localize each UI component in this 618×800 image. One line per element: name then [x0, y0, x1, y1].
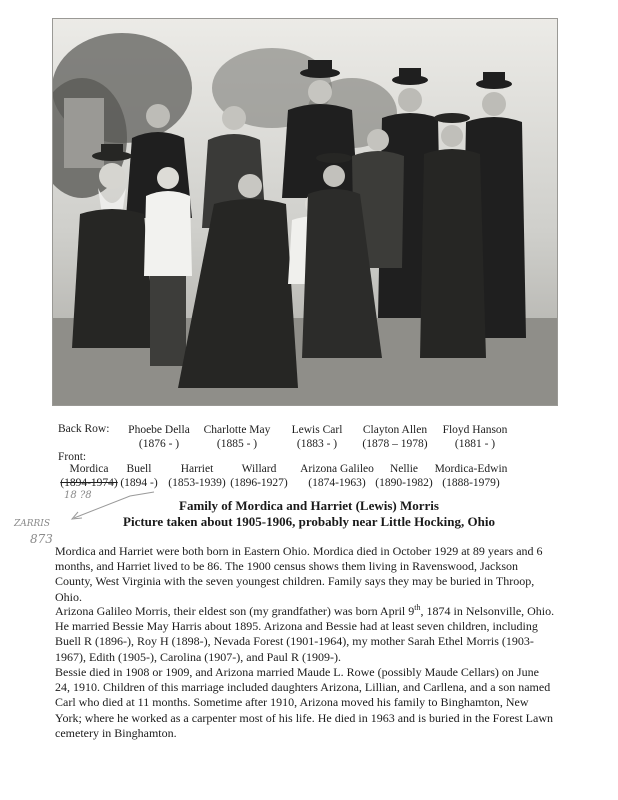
person-name: Willard	[241, 463, 277, 475]
superscript: th	[414, 603, 421, 612]
person-name: Buell	[126, 463, 152, 475]
person-caption	[424, 462, 518, 490]
person-caption	[294, 462, 380, 490]
person-years: (1874-1963)	[308, 477, 366, 489]
person-name: Lewis Carl	[291, 424, 343, 436]
person-years: (1896-1927)	[230, 477, 288, 489]
person-years: (1885 - )	[216, 438, 258, 450]
handwritten-correction: 18 ?8	[64, 490, 92, 501]
margin-note-line: ZARRIS	[14, 519, 51, 529]
paragraph	[55, 604, 555, 665]
person-caption	[192, 423, 282, 451]
person-years: (1890-1982)	[375, 477, 433, 489]
paragraph: Bessie died in 1908 or 1909, and Arizona married Maude L. Rowe (possibly Maude Cellars) on June 24, 1910. Children of this marriage included daughters Arizona, Lillian, and Carllena, and a son named Carl who died at 11 months. Sometime after 1910, Arizona moved his family to Binghamton, New York; where he worked as a carpenter most of his life. He died in 1963 and is buried in the Forest Lawn cemetery in Binghamton.	[55, 665, 553, 740]
person-caption	[226, 462, 292, 490]
person-caption	[164, 462, 230, 490]
person-years: (1878 – 1978)	[362, 438, 428, 450]
person-name: Charlotte May	[203, 424, 271, 436]
paragraph: Mordica and Harriet were both born in Eastern Ohio. Mordica died in October 1929 at 89 years and 6 months, and Harriet lived to be 86. The 1900 census shows them living in Ravenswood, Jackson County, West Virginia with the seven youngest children. Family says they may be buried in Throop, Ohio.	[55, 544, 543, 604]
title-line: Picture taken about 1905-1906, probably near Little Hocking, Ohio	[123, 514, 495, 529]
person-name: Phoebe Della	[128, 424, 190, 436]
person-caption	[116, 423, 202, 451]
person-name: Floyd Hanson	[442, 424, 508, 436]
person-caption	[54, 462, 124, 490]
margin-note	[30, 532, 53, 546]
person-name: Arizona Galileo	[300, 463, 374, 475]
paragraph-text: , 1874 in Nelsonville, Ohio. He married Bessie May Harris about 1895. Arizona and Bessie had at least seven children, including Buell R (1896-), Roy H (1898-), Nevada Forest (1901-1964), my mother Sarah Ethel Morris (1903-1967), Edith (1905-), Carolina (1907-), and Paul R (1909-).	[55, 604, 555, 664]
person-years: (1894-1974)	[60, 477, 118, 489]
paragraph-text: Arizona Galileo Morris, their eldest son (my grandfather) was born April 9	[55, 604, 415, 618]
person-caption	[350, 423, 440, 451]
person-name: Nellie	[389, 463, 419, 475]
person-years: (1876 - )	[138, 438, 180, 450]
person-name: Clayton Allen	[362, 424, 428, 436]
person-name: Harriet	[180, 463, 214, 475]
family-photograph	[52, 18, 558, 406]
person-years: (1881 - )	[454, 438, 496, 450]
person-caption	[116, 462, 162, 490]
person-years: (1888-1979)	[442, 477, 500, 489]
front-row-label: Front:	[58, 451, 87, 463]
person-years: (1894 -)	[120, 477, 158, 489]
person-name: Mordica	[69, 463, 109, 475]
document-title	[0, 498, 618, 530]
back-row-label: Back Row:	[58, 423, 110, 435]
person-caption	[430, 423, 520, 451]
title-line: Family of Mordica and Harriet (Lewis) Morris	[179, 498, 439, 513]
margin-note-line: 873	[30, 532, 53, 546]
person-years: (1883 - )	[296, 438, 338, 450]
person-name: Mordica-Edwin	[434, 463, 508, 475]
person-years: (1853-1939)	[168, 477, 226, 489]
person-caption	[282, 423, 352, 451]
